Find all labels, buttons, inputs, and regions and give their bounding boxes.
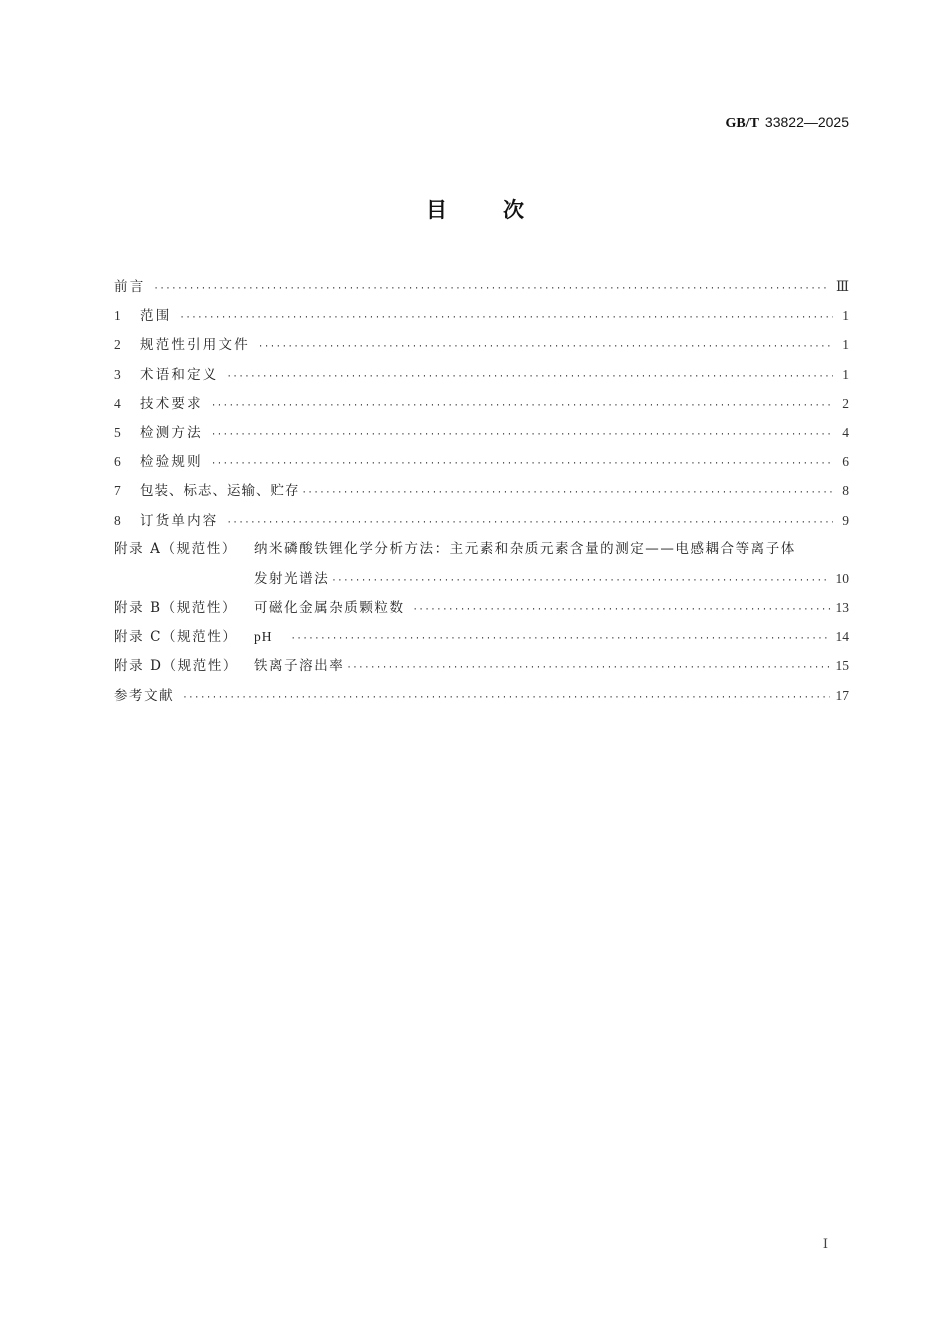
appendix-prefix: 附录 A（规范性）	[114, 540, 237, 557]
toc-entry-2[interactable]	[114, 330, 849, 359]
toc-number: 5	[114, 424, 121, 440]
toc-page: 13	[835, 600, 849, 616]
dot-leader	[153, 275, 830, 304]
toc-entry-6[interactable]	[114, 447, 849, 476]
dot-leader	[346, 654, 829, 683]
toc-page: 8	[842, 483, 849, 499]
page-number: Ⅰ	[822, 1236, 828, 1251]
dot-leader	[227, 363, 834, 392]
toc-number: 6	[114, 454, 121, 470]
toc-label: 包装、标志、运输、贮存	[140, 483, 300, 500]
toc-entry-appendix-c[interactable]	[114, 622, 849, 651]
toc-label: 参考文献	[114, 687, 175, 704]
toc-page: 1	[842, 337, 849, 353]
toc-page: 10	[835, 570, 849, 586]
toc-number: 1	[114, 308, 121, 324]
toc-label: 范围	[140, 308, 172, 325]
toc-number: 8	[114, 512, 121, 528]
dot-leader	[211, 421, 833, 450]
dot-leader	[302, 479, 834, 508]
title-char-2: 次	[503, 198, 524, 222]
toc-page: 14	[835, 629, 849, 645]
toc-entry-references[interactable]	[114, 681, 849, 710]
toc-page: 6	[842, 454, 849, 470]
dot-leader	[413, 596, 830, 625]
toc-page: Ⅲ	[835, 279, 849, 294]
toc-number: 2	[114, 337, 121, 353]
toc-label: pH	[254, 629, 273, 645]
toc-entry-appendix-a[interactable]	[114, 535, 849, 564]
standard-code: 33822—2025	[764, 114, 849, 130]
toc-page: 15	[835, 658, 849, 674]
toc-entry-4[interactable]	[114, 389, 849, 418]
toc-entry-7[interactable]	[114, 476, 849, 505]
toc-page: 17	[835, 687, 849, 703]
toc-label: 检验规则	[140, 454, 203, 471]
toc-entry-1[interactable]	[114, 301, 849, 330]
toc-entry-3[interactable]	[114, 360, 849, 389]
toc-entry-appendix-a-continued[interactable]	[114, 564, 849, 593]
page-title	[0, 194, 950, 224]
table-of-contents	[114, 272, 849, 710]
appendix-prefix: 附录 D（规范性）	[114, 658, 239, 675]
dot-leader	[211, 450, 833, 479]
toc-label: 订货单内容	[140, 512, 219, 529]
toc-label: 可磁化金属杂质颗粒数	[254, 600, 405, 617]
dot-leader	[227, 509, 834, 538]
toc-label: 发射光谱法	[254, 570, 330, 587]
toc-number: 3	[114, 366, 121, 382]
dot-leader	[258, 333, 833, 362]
toc-entry-8[interactable]	[114, 506, 849, 535]
toc-page: 2	[842, 395, 849, 411]
toc-number: 7	[114, 483, 121, 499]
standard-prefix: GB/T	[725, 116, 759, 131]
dot-leader	[179, 304, 833, 333]
toc-label: 铁离子溶出率	[254, 658, 345, 675]
appendix-prefix: 附录 C（规范性）	[114, 629, 238, 646]
dot-leader	[291, 625, 830, 654]
toc-entry-foreword[interactable]	[114, 272, 849, 301]
dot-leader	[331, 567, 829, 596]
toc-label: 术语和定义	[140, 366, 219, 383]
toc-label: 规范性引用文件	[140, 337, 250, 354]
toc-label: 前言	[114, 279, 146, 295]
toc-entry-appendix-d[interactable]	[114, 651, 849, 680]
standard-number	[725, 114, 849, 132]
toc-entry-5[interactable]	[114, 418, 849, 447]
toc-entry-appendix-b[interactable]	[114, 593, 849, 622]
toc-page: 4	[842, 424, 849, 440]
toc-page: 1	[842, 366, 849, 382]
appendix-prefix: 附录 B（规范性）	[114, 600, 238, 617]
title-char-1: 目	[426, 198, 447, 222]
dot-leader	[211, 392, 833, 421]
toc-label: 纳米磷酸铁锂化学分析方法：主元素和杂质元素含量的测定——电感耦合等离子体	[254, 540, 796, 557]
dot-leader	[182, 684, 829, 713]
toc-number: 4	[114, 395, 121, 411]
toc-page: 9	[842, 512, 849, 528]
toc-label: 技术要求	[140, 395, 203, 412]
toc-label: 检测方法	[140, 424, 203, 441]
toc-page: 1	[842, 308, 849, 324]
